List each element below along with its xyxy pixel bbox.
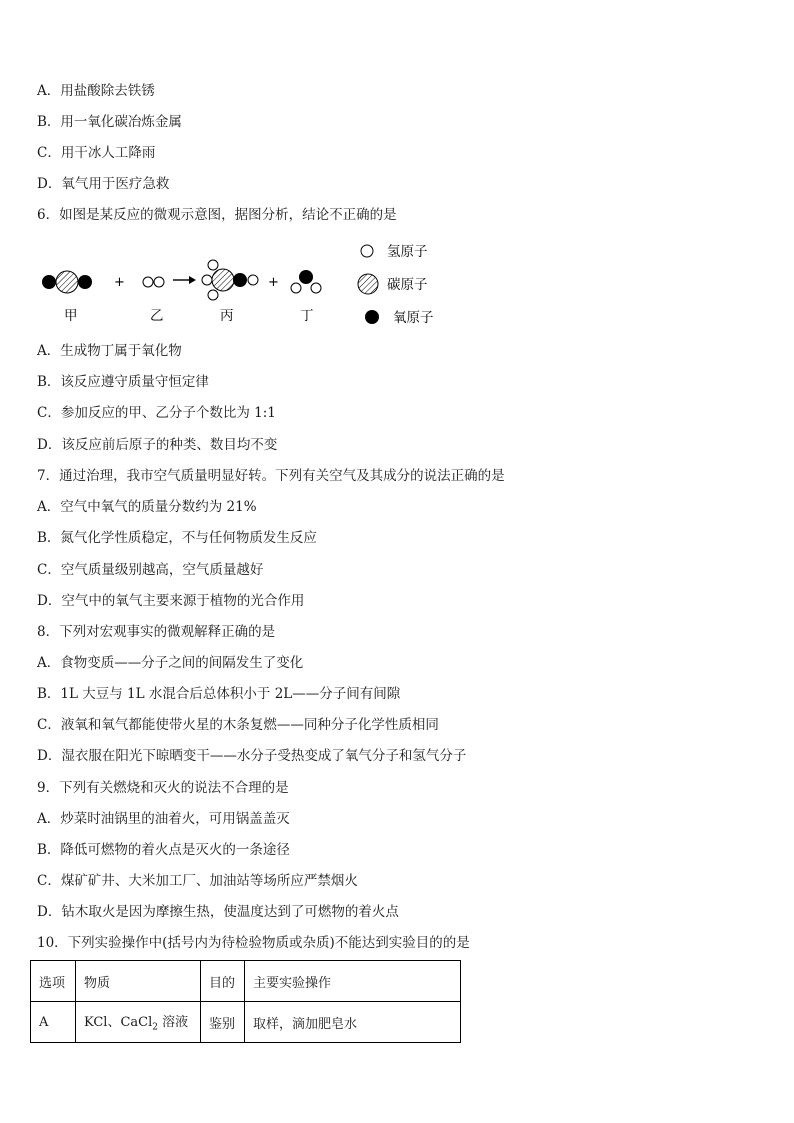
plus-sign: +	[268, 275, 279, 290]
header-option: 选项	[31, 961, 76, 1002]
q9-option-b: B．降低可燃物的着火点是灭火的一条途径	[37, 842, 290, 858]
hydrogen-atom	[208, 260, 218, 270]
cell-substance: KCl、CaCl$_2$ 溶液	[76, 1002, 201, 1043]
header-operation: 主要实验操作	[245, 961, 461, 1002]
legend-oxygen-label: 氧原子	[393, 310, 434, 326]
label-jia: 甲	[64, 308, 78, 324]
q7-option-c: C．空气质量级别越高，空气质量越好	[37, 562, 264, 578]
q9-option-a: A．炒菜时油锅里的油着火，可用锅盖盖灭	[37, 811, 290, 827]
q5-option-a: A．用盐酸除去铁锈	[37, 83, 155, 99]
table-row	[31, 1002, 461, 1043]
q6-stem: 6．如图是某反应的微观示意图，据图分析，结论不正确的是	[37, 207, 397, 223]
q8-option-b: B．1L 大豆与 1L 水混合后总体积小于 2L——分子间有间隙	[37, 686, 401, 702]
reaction-diagram	[30, 232, 490, 332]
hydrogen-atom	[202, 275, 212, 285]
oxygen-atom	[78, 275, 92, 289]
hydrogen-atom	[248, 275, 258, 285]
q6-option-a: A．生成物丁属于氧化物	[37, 343, 182, 359]
oxygen-atom	[233, 273, 247, 287]
legend-oxygen-icon	[365, 310, 379, 324]
carbon-atom	[56, 271, 78, 293]
label-yi: 乙	[150, 308, 164, 324]
q9-option-d: D．钻木取火是因为摩擦生热，使温度达到了可燃物的着火点	[37, 904, 399, 920]
q5-option-d: D．氧气用于医疗急救	[37, 176, 170, 192]
hydrogen-atom	[143, 277, 153, 287]
hydrogen-atom	[311, 283, 321, 293]
label-bing: 丙	[220, 308, 234, 324]
experiment-table	[30, 960, 461, 1043]
q7-option-d: D．空气中的氧气主要来源于植物的光合作用	[37, 593, 305, 609]
q9-option-c: C．煤矿矿井、大米加工厂、加油站等场所应严禁烟火	[37, 873, 358, 889]
q5-option-b: B．用一氧化碳冶炼金属	[37, 114, 182, 130]
legend	[358, 244, 434, 326]
q10-stem: 10．下列实验操作中(括号内为待检验物质或杂质)不能达到实验目的的是	[37, 935, 470, 951]
q5-option-c: C．用干冰人工降雨	[37, 145, 156, 161]
cell-option: A	[31, 1002, 76, 1043]
cell-operation: 取样，滴加肥皂水	[245, 1002, 461, 1043]
hydrogen-atom	[208, 290, 218, 300]
q8-stem: 8．下列对宏观事实的微观解释正确的是	[37, 624, 276, 640]
hydrogen-atom	[154, 277, 164, 287]
molecule-bing	[202, 260, 258, 300]
hydrogen-atom	[291, 283, 301, 293]
carbon-atom	[212, 269, 234, 291]
q7-option-a: A．空气中氧气的质量分数约为 21%	[37, 499, 257, 515]
q6-option-c: C．参加反应的甲、乙分子个数比为 1:1	[37, 405, 276, 421]
q7-option-b: B．氮气化学性质稳定，不与任何物质发生反应	[37, 530, 317, 546]
header-substance: 物质	[76, 961, 201, 1002]
q8-option-a: A．食物变质——分子之间的间隔发生了变化	[37, 655, 304, 671]
cell-purpose: 鉴别	[201, 1002, 245, 1043]
header-purpose: 目的	[201, 961, 245, 1002]
label-ding: 丁	[300, 308, 314, 324]
q9-stem: 9．下列有关燃烧和灭火的说法不合理的是	[37, 780, 289, 796]
q6-option-b: B．该反应遵守质量守恒定律	[37, 374, 209, 390]
q7-stem: 7．通过治理，我市空气质量明显好转。下列有关空气及其成分的说法正确的是	[37, 468, 505, 484]
q8-option-d: D．湿衣服在阳光下晾晒变干——水分子受热变成了氧气分子和氢气分子	[37, 748, 467, 764]
legend-carbon-label: 碳原子	[387, 277, 428, 293]
molecule-ding	[291, 270, 321, 293]
oxygen-atom	[42, 275, 56, 289]
table-header-row	[31, 961, 461, 1002]
legend-hydrogen-label: 氢原子	[387, 244, 428, 260]
legend-hydrogen-icon	[361, 245, 373, 257]
q6-option-d: D．该反应前后原子的种类、数目均不变	[37, 437, 278, 453]
reaction-arrow	[173, 276, 196, 284]
q8-option-c: C．液氧和氧气都能使带火星的木条复燃——同种分子化学性质相同	[37, 717, 439, 733]
oxygen-atom	[299, 270, 313, 284]
molecule-yi	[143, 277, 164, 287]
plus-sign: +	[114, 275, 125, 290]
molecule-jia	[42, 271, 92, 293]
legend-carbon-icon	[358, 274, 378, 294]
